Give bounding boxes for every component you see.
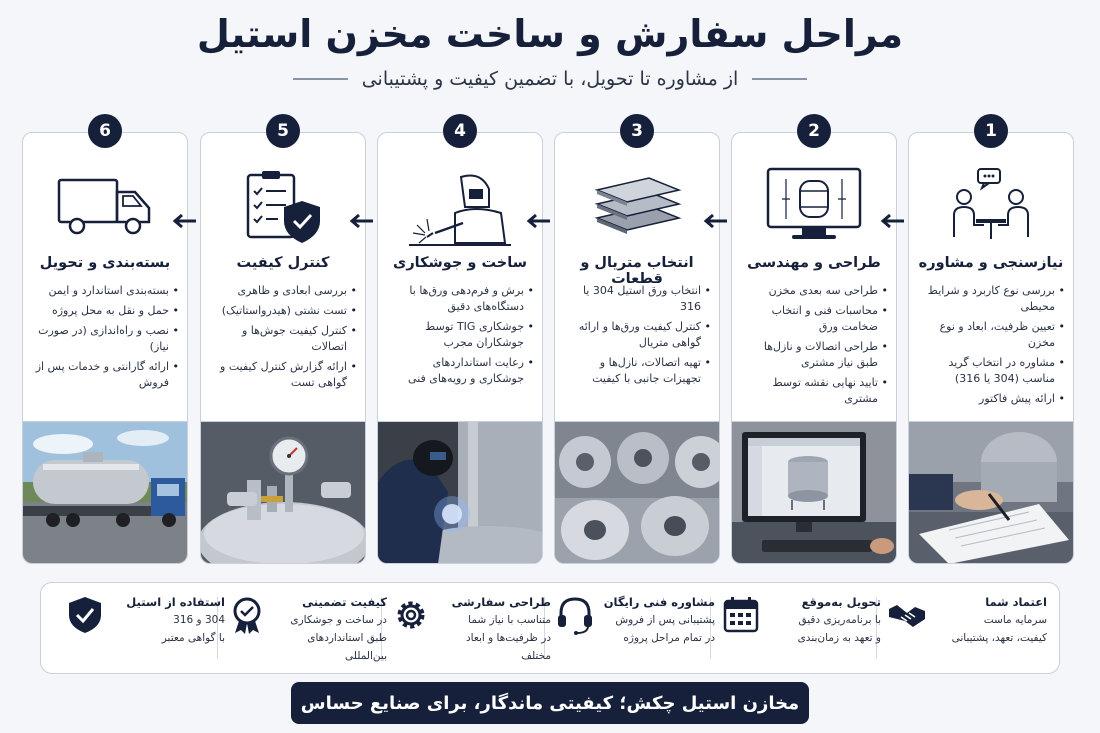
feature-title: مشاوره فنی رایگان: [603, 595, 715, 609]
step-bullet: • ارائه گارانتی و خدمات پس از فروش: [31, 359, 179, 391]
step-bullet: • تست نشتی (هیدرواستاتیک): [209, 303, 357, 319]
step-title: انتخاب متریال و قطعات: [580, 255, 694, 287]
step-title: بسته‌بندی و تحویل: [39, 255, 171, 271]
step-bullet: • تایید نهایی نقشه توسط مشتری: [740, 375, 888, 407]
subtitle-divider-left: [293, 78, 348, 80]
step-card-1: [908, 132, 1074, 564]
welder-icon: [378, 161, 542, 253]
feature-line: طبق استانداردهای بین‌المللی: [307, 632, 387, 662]
feature-line: در ظرفیت‌ها و ابعاد مختلف: [466, 632, 551, 662]
step-bullet: • محاسبات فنی و انتخاب ضخامت ورق: [740, 303, 888, 335]
step-bullets: [209, 283, 357, 395]
step-title: طراحی و مهندسی: [747, 255, 881, 271]
step-bullet: • تهیه اتصالات، نازل‌ها و تجهیزات جانبی با کیفیت: [563, 355, 711, 387]
steel-coils-photo: [555, 421, 719, 563]
step-bullets: [740, 283, 888, 411]
monitor-design-icon: [732, 161, 896, 253]
shield-check-icon: [65, 595, 105, 635]
arrow-left-icon: [347, 210, 377, 232]
subtitle-divider-right: [752, 78, 807, 80]
step-bullets: [917, 283, 1065, 411]
step-bullet: • تعیین ظرفیت، ابعاد و نوع مخزن: [917, 319, 1065, 351]
feature-quality-guarantee: [227, 593, 387, 665]
step-bullets: [31, 283, 179, 395]
step-card-3: [554, 132, 720, 564]
step-number-4: 4: [443, 114, 477, 148]
step-card-5: [200, 132, 366, 564]
feature-trust: [887, 593, 1047, 665]
feature-custom-design: [391, 593, 551, 665]
step-bullet: • بررسی ابعادی و ظاهری: [209, 283, 357, 299]
step-bullet: • برش و فرم‌دهی ورق‌ها با دستگاه‌های دقیق: [386, 283, 534, 315]
feature-line: پشتیبانی پس از فروش: [615, 614, 715, 626]
feature-line: با گواهی معتبر: [161, 632, 225, 644]
feature-free-consulting: [555, 593, 715, 665]
step-bullet: • ارائه گزارش کنترل کیفیت و گواهی تست: [209, 359, 357, 391]
feature-line: در ساخت و جوشکاری: [290, 614, 387, 626]
feature-title: کیفیت تضمینی: [302, 595, 387, 609]
process-steps: [22, 118, 1078, 564]
feature-line: کیفیت، تعهد، پشتیبانی: [951, 632, 1047, 644]
signing-contract-photo: [909, 421, 1073, 563]
step-bullet: • جوشکاری TIG توسط جوشکاران مجرب: [386, 319, 534, 351]
step-number-2: 2: [797, 114, 831, 148]
feature-line: سرمایه ماست: [983, 614, 1047, 626]
step-number-6: 6: [88, 114, 122, 148]
feature-title: تحویل به‌موقع: [801, 595, 881, 609]
checklist-shield-icon: [201, 161, 365, 253]
step-bullet: • طراحی اتصالات و نازل‌ها طبق نیاز مشتری: [740, 339, 888, 371]
step-bullet: • رعایت استانداردهای جوشکاری و رویه‌های فنی: [386, 355, 534, 387]
step-bullet: • طراحی سه بعدی مخزن: [740, 283, 888, 299]
feature-on-time-delivery: [721, 593, 881, 665]
truck-icon: [23, 161, 187, 253]
step-number-3: 3: [620, 114, 654, 148]
feature-line: با برنامه‌ریزی دقیق: [798, 614, 881, 626]
steel-sheets-icon: [555, 161, 719, 253]
feature-line: و تعهد به زمان‌بندی: [797, 632, 881, 644]
feature-title: استفاده از استیل: [126, 595, 225, 609]
award-badge-icon: [227, 595, 267, 635]
step-bullet: • انتخاب ورق استیل 304 یا 316: [563, 283, 711, 315]
step-title: کنترل کیفیت: [236, 255, 330, 271]
step-bullet: • بسته‌بندی استاندارد و ایمن: [31, 283, 179, 299]
footer-text: مخازن استیل چکش؛ کیفیتی ماندگار، برای صنایع حساس: [300, 692, 800, 714]
welding-photo: [378, 421, 542, 563]
step-number-1: 1: [974, 114, 1008, 148]
step-bullet: • کنترل کیفیت ورق‌ها و ارائه گواهی متریال: [563, 319, 711, 351]
page-subtitle: از مشاوره تا تحویل، با تضمین کیفیت و پشتیبانی: [361, 68, 739, 90]
pressure-gauge-photo: [201, 421, 365, 563]
feature-title: اعتماد شما: [985, 595, 1047, 609]
step-bullet: • مشاوره در انتخاب گرید مناسب (304 یا 316): [917, 355, 1065, 387]
step-bullet: • حمل و نقل به محل پروژه: [31, 303, 179, 319]
step-card-4: [377, 132, 543, 564]
feature-line: در تمام مراحل پروژه: [623, 632, 715, 644]
step-number-5: 5: [266, 114, 300, 148]
handshake-icon: [887, 595, 927, 635]
features-strip: [40, 582, 1060, 674]
step-title: ساخت و جوشکاری: [393, 255, 527, 271]
feature-steel-grades: [65, 593, 225, 665]
footer-banner: [291, 682, 809, 724]
step-bullet: • ارائه پیش فاکتور: [917, 391, 1065, 407]
step-bullet: • بررسی نوع کاربرد و شرایط محیطی: [917, 283, 1065, 315]
step-card-6: [22, 132, 188, 564]
tank-truck-photo: [23, 421, 187, 563]
step-card-2: [731, 132, 897, 564]
arrow-left-icon: [878, 210, 908, 232]
step-bullets: [563, 283, 711, 391]
feature-line: متناسب با نیاز شما: [468, 614, 551, 626]
step-bullet: • کنترل کیفیت جوش‌ها و اتصالات: [209, 323, 357, 355]
headset-icon: [555, 595, 595, 635]
step-bullet: • نصب و راه‌اندازی (در صورت نیاز): [31, 323, 179, 355]
consultation-icon: [909, 161, 1073, 253]
calendar-icon: [721, 595, 761, 635]
arrow-left-icon: [701, 210, 731, 232]
step-title: نیازسنجی و مشاوره: [918, 255, 1064, 271]
subtitle-row: [0, 68, 1100, 90]
arrow-left-icon: [524, 210, 554, 232]
step-bullets: [386, 283, 534, 391]
arrow-left-icon: [170, 210, 200, 232]
feature-title: طراحی سفارشی: [451, 595, 551, 609]
feature-line: 304 و 316: [173, 614, 225, 626]
page-title: مراحل سفارش و ساخت مخزن استیل: [196, 12, 904, 56]
gear-icon: [391, 595, 431, 635]
cad-workstation-photo: [732, 421, 896, 563]
